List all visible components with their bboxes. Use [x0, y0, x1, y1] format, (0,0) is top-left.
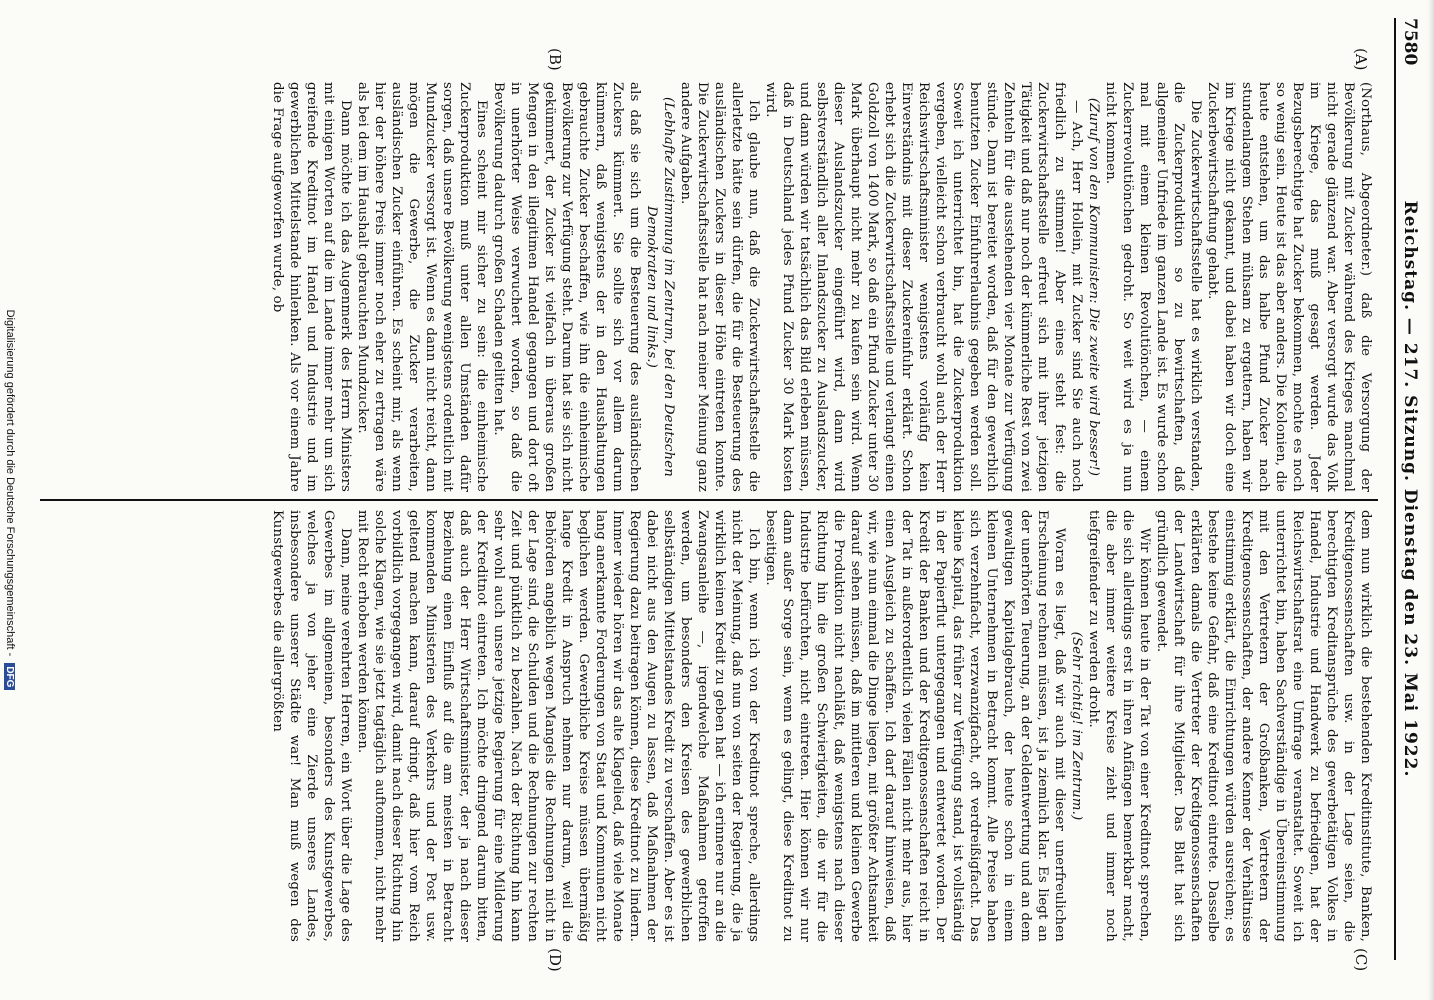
digitization-text: Digitalisierung gefördert durch die Deutsche Forschungsgemeinschaft -	[4, 309, 16, 657]
interjection: (Zuruf von den Kommunisten: Die zweite wird besser!)	[1086, 97, 1101, 477]
paragraph: Woran es liegt, daß wir auch mit dieser unerfreulichen Erscheinung rechnen müssen, ist ja ziemlich klar. Es liegt an der unerhörten Teuerung, an der Geldentwertung und an dem gewaltigen Kapitalgebrauch, der heute schon in einem kleinen Unternehmen in Betracht kommt. Alle Preise haben sich verzehnfacht, verzwanzigfacht, oft verdreißigfacht. Das kleine Kapital, das früher zur Verfügung stand, ist vollständig in der Papierflut untergegangen und entwertet worden. Der Kredit der Banken und der Kreditgenossenschaften reicht in der Tat in außerordentlich vielen Fällen nicht mehr aus, hier einen Ausgleich zu schaffen. Ich darf darauf hinweisen, daß wir, wie nun einmal die Dinge liegen, mit größter Achtsamkeit darauf sehen müssen, daß im mittleren und kleinen Gewerbe die Produktion nicht nachläßt, daß wenigstens nach dieser Richtung hin die großen Schwierigkeiten, die wir für die Industrie befürchten, nicht eintreten. Hier können wir nur dann außer Sorge sein, wenn es gelingt, diese Kreditnot zu beseitigen.	[763, 510, 1067, 942]
digitization-note	[4, 0, 16, 1000]
interjection: (Sehr richtig! im Zentrum.)	[1069, 631, 1084, 821]
page-title: Reichstag. — 217. Sitzung. Dienstag den 23. Mai 1922.	[1400, 200, 1420, 778]
margin-marker-c: (C)	[1352, 948, 1370, 972]
margin-marker-b: (B)	[546, 48, 564, 71]
paragraph: Ich bin, wenn ich von der Kreditnot spreche, allerdings nicht der Meinung, daß nun von seiten der Regierung, die ja wirklich keinen Kredit zu geben hat — ich erinnere nur an die Zwangsanleihe —, irgendwelche Maßnahmen getroffen werden, um besonders den Kreisen des gewerblichen selbständigen Mittelstandes Kredit zu verschaffen. Aber es ist dabei nicht aus den Augen zu lassen, daß Maßnahmen der Regierung dazu beitragen können, diese Kreditnot zu lindern. Immer wieder hören wir das alte Klagelied, daß viele Monate lang anerkannte Forderungen von Staat und Kommunen nicht beglichen werden. Gewerbliche Kreise müssen übermäßig lange Kredit in Anspruch nehmen nur darum, weil die Behörden angeblich wegen Mangels die Rechnungen nicht in der Lage sind, die Schulden und die Rechnungen zur rechten Zeit und pünktlich zu bezahlen. Nach der Richtung hin kann sehr wohl auch unsere jetzige Regierung für eine Milderung der Kreditnot eintreten. Ich möchte dringend darum bitten, daß auch der Herr Wirtschaftsminister, der ja nach dieser Beziehung einen Einfluß auf die am meisten in Betracht kommenden Ministerien des Verkehrs und der Post usw. geltend machen kann, darauf dringt, daß hier vom Reich vorbildlich vorgegangen wird, damit nach dieser Richtung hin solche Klagen, wie sie jetzt tagtäglich auftommen, nicht mehr mit Recht erhoben werden können.	[355, 510, 761, 942]
column-divider	[40, 499, 1378, 501]
left-text-column	[40, 82, 1374, 492]
right-text-column	[40, 510, 1374, 942]
paragraph: dem nun wirklich die bestehenden Kreditinstitute, Banken, Kreditgenossenschaften usw. in der Lage seien, die berechtigten Kreditansprüche des gewerbetätigen Volkes in Handel, Industrie und Handwerk zu befriedigen, hat der Reichswirtschaftsrat eine Umfrage veranstaltet. Soweit ich unterrichtet bin, haben Sachverständige in Übereinstimmung mit den Vertretern der Großbanken, Vertretern der Kreditgenossenschaften, der andere Kenner der Verhältnisse einstimmig erklärt, die Einrichtungen würden ausreichen; es bestehe keine Gefahr, daß eine Kreditnot eintrete. Dasselbe erklärten damals die Vertreter der Kreditgenossenschaften der Landwirtschaft für ihre Mitglieder. Das Blatt hat sich gründlich gewendet.	[1154, 510, 1373, 942]
margin-marker-d: (D)	[546, 948, 564, 972]
paragraph: Wir können heute in der Tat von einer Kreditnot sprechen, die sich allerdings erst in ihren Anfängen bemerkbar macht, die aber immer weitere Kreise zieht und immer noch tiefgreifender zu werden droht.	[1086, 510, 1152, 942]
paragraph: als daß sie sich um die Besteuerung des ausländischen Zuckers kümmert. Sie sollte sich vor allem darum kümmern, daß wenigstens der in den Haushaltungen gebrauchte Zucker beschaffen, wie ihn die einheimische Bevölkerung zur Verfügung steht. Darum hat sie sich nicht gekümmert, der Zucker ist vielfach in überaus großen Mengen in den illegitimen Handel gegangen und dort oft in unerhörter Weise verwuchert worden, so daß die Bevölkerung dadurch großen Schaden gelitten hat.	[491, 82, 642, 492]
paragraph: Die Zuckerwirtschaftsstelle hat es wirklich verstanden, die Zuckerproduktion so zu bewirtschaften, daß allgemeiner Unfriede im ganzen Lande ist. Es wurde schon mal mit einem kleinen Revolutiönchen, — einem Zuckerrevolutiönchen gedroht. So weit wird es ja nun nicht kommen.	[1103, 82, 1203, 492]
paragraph: (Northaus, Abgeordneter.) daß die Versorgung der Bevölkerung mit Zucker während des Krieges manchmal nicht gerade glänzend war. Aber versorgt wurde das Volk im Kriege, das muß gesagt werden. Jeder Bezugsberechtigte hat Zucker bekommen, mochte es noch so wenig sein. Heute ist das aber anders. Die Kolonien, die heute entstehen, um das halbe Pfund Zucker nach stundenlangem Stehen mühsam zu ergattern, haben wir im Kriege nicht gekannt, und dabei haben wir doch eine Zuckerbewirtschaftung gehabt.	[1205, 82, 1373, 492]
interjection: (Lebhafte Zustimmung im Zentrum, bei den Deutschen Demokraten und links.)	[644, 97, 676, 477]
dfg-logo: DFG	[4, 663, 15, 690]
page-number: 7580	[1400, 18, 1420, 66]
margin-marker-a: (A)	[1352, 48, 1370, 71]
paragraph: Dann möchte ich das Augenmerk des Herrn Ministers mit einigen Worten auf die im Lande immer mehr um sich greifende Kreditnot im Handel und Industrie und im gewerblichen Mittelstande hinlenken. Als vor einem Jahre die Frage aufgeworfen wurde, ob	[270, 82, 353, 492]
paragraph: Eines scheint mir sicher zu sein: die einheimische Zuckerproduktion muß unter allen Umständen dafür sorgen, daß unsere Bevölkerung wenigstens ordentlich mit Mundzucker versorgt ist. Wenn es dann nicht reicht, dann mögen die Gewerbe, die Zucker verarbeiten, ausländischen Zucker einführen. Es scheint mir, als wenn hier der höhere Preis immer noch eher zu ertragen wäre als bei dem im Haushalt gebrauchten Mundzucker.	[355, 82, 489, 492]
paragraph: — Ach, Herr Hollein, mit Zucker sind Sie auch noch friedlich zu stimmen! Aber eines steht fest: die Zuckerwirtschaftsstelle erfreut sich mit ihrer jetzigen Tätigkeit und daß nur noch der kümmerliche Rest von zwei Zehnteln für die ausstehenden vier Monate zur Verfügung stünde. Dann ist bereitet worden, daß für den gewerblich benutzten Zucker Einfuhrerlaubnis gegeben werden soll. Soweit ich unterrichtet bin, hat die Zuckerproduktion vergeben, vielleicht schon verbraucht wohl auch der Herr Reichswirtschaftsminister wenigstens vorläufig kein Einverständnis mit dieser Zuckereinfuhr erklärt. Schon erhebt sich die Zuckerwirtschaftsstelle und verlangt einen Goldzoll von 1400 Mark, so daß ein Pfund Zucker unter 30 Mark überhaupt nicht mehr zu kaufen sein wird. Wenn dieser Auslandszucker eingeführt wird, dann wird selbstverständlich aller Inlandszucker zu Auslandszucker, und dann würden wir tatsächlich das Bild erleben müssen, daß in Deutschland jedes Pfund Zucker 30 Mark kosten wird.	[763, 82, 1084, 492]
page-header	[1394, 18, 1426, 960]
paragraph: Ich glaube nun, daß die Zuckerwirtschaftsstelle die allerletzte hätte sein dürfen, die für die Besteuerung des ausländischen Zuckers in dieser Höhe eintreten konnte. Die Zuckerwirtschaftsstelle hat nach meiner Meinung ganz andere Aufgaben.	[678, 82, 761, 492]
paragraph: Dann, meine verehrten Herren, ein Wort über die Lage des Gewerbes im allgemeinen, besonders des Kunstgewerbes, welches ja von jeher eine Zierde unseres Landes, insbesondere unserer Städte war! Man muß wegen des Kunstgewerbes die allergrößten	[270, 510, 353, 942]
scan-edge-shadow	[1428, 0, 1434, 1000]
